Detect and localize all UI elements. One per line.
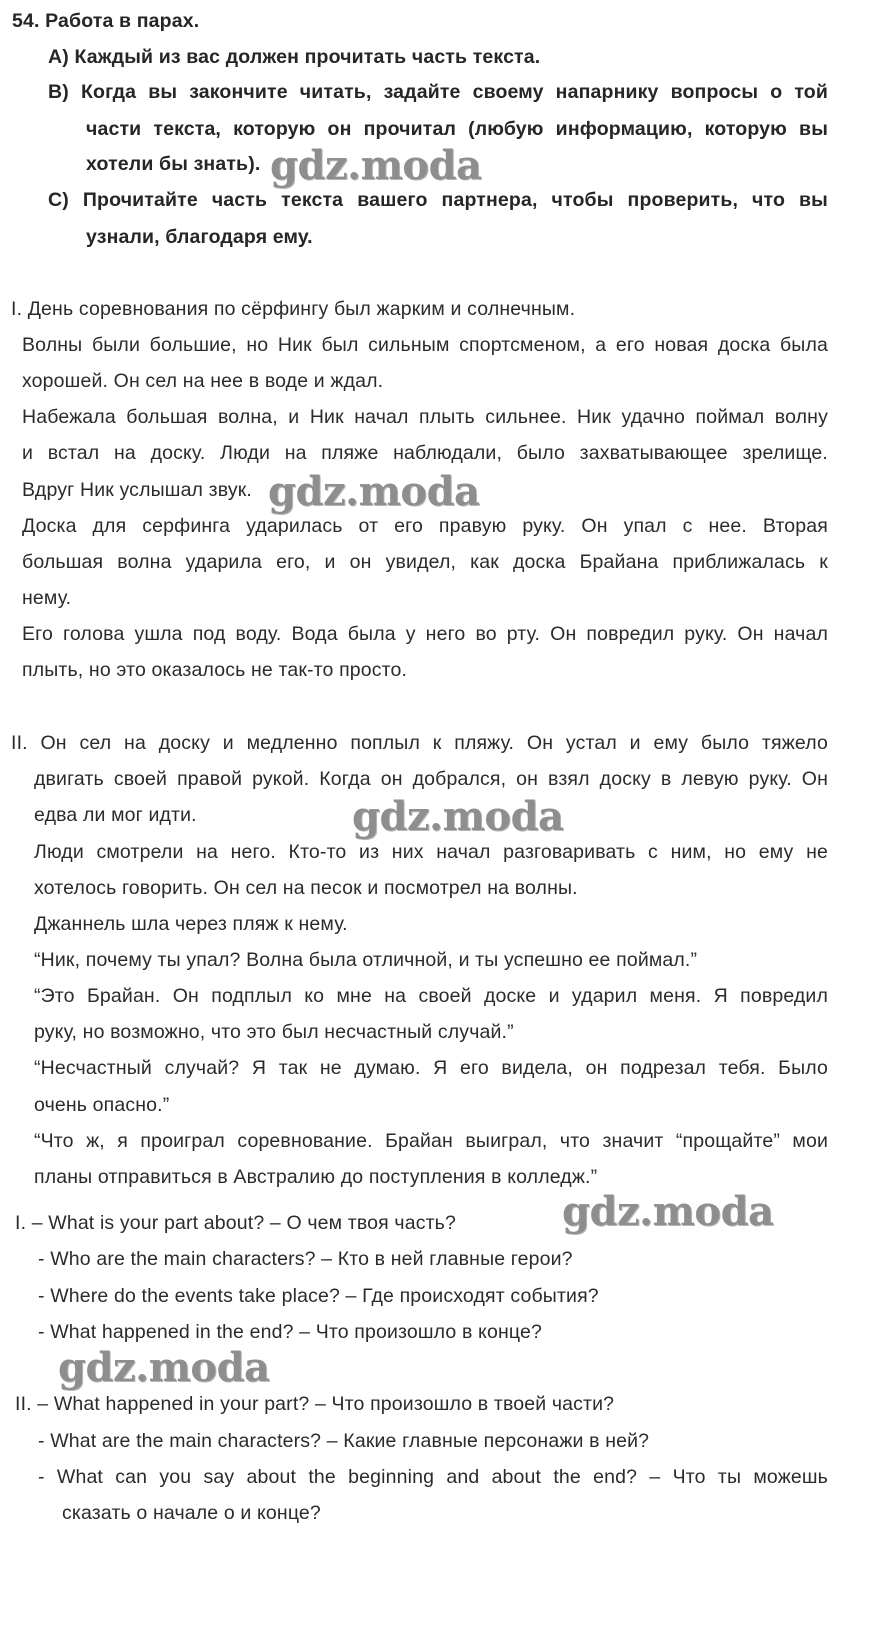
task-item-b-line2: части текста, которую он прочитал (любую информацию, которую вы bbox=[86, 118, 828, 140]
part2-line: едва ли мог идти. bbox=[34, 804, 197, 826]
task-item-c-line2: узнали, благодаря ему. bbox=[86, 226, 313, 248]
part1-line: большая волна ударила его, и он увидел, как доска Брайана приближалась к bbox=[22, 551, 828, 573]
questions2-line: сказать о начале о и конце? bbox=[62, 1502, 321, 1524]
task-item-b-line1: B) Когда вы закончите читать, задайте своему напарнику вопросы о той bbox=[48, 81, 828, 103]
questions1-line: - Who are the main characters? – Кто в ней главные герои? bbox=[38, 1248, 573, 1270]
part2-line: руку, но возможно, что это был несчастный случай.” bbox=[34, 1021, 514, 1043]
watermark: gdz.moda bbox=[268, 468, 480, 515]
part2-line: “Что ж, я проиграл соревнование. Брайан выиграл, что значит “прощайте” мои bbox=[34, 1130, 828, 1152]
part2-line: “Это Брайан. Он подплыл ко мне на своей доске и ударил меня. Я повредил bbox=[34, 985, 828, 1007]
part1-line: Вдруг Ник услышал звук. bbox=[22, 479, 252, 501]
part1-line: Его голова ушла под воду. Вода была у него во рту. Он повредил руку. Он начал bbox=[22, 623, 828, 645]
part2-line: планы отправиться в Австралию до поступления в колледж.” bbox=[34, 1166, 598, 1188]
part2-line: Джаннель шла через пляж к нему. bbox=[34, 913, 348, 935]
questions1-line: I. – What is your part about? – О чем твоя часть? bbox=[15, 1212, 456, 1234]
task-item-a: A) Каждый из вас должен прочитать часть текста. bbox=[48, 46, 541, 68]
part2-line: II. Он сел на доску и медленно поплыл к пляжу. Он устал и ему было тяжело bbox=[11, 732, 828, 754]
part1-line: плыть, но это оказалось не так-то просто. bbox=[22, 659, 408, 681]
part1-line: Доска для серфинга ударилась от его правую руку. Он упал с нее. Вторая bbox=[22, 515, 828, 537]
questions1-line: - Where do the events take place? – Где происходят события? bbox=[38, 1285, 599, 1307]
part2-line: хотелось говорить. Он сел на песок и посмотрел на волны. bbox=[34, 877, 578, 899]
questions2-line: II. – What happened in your part? – Что произошло в твоей части? bbox=[15, 1393, 615, 1415]
part1-line: Волны были большие, но Ник был сильным спортсменом, а его новая доска была bbox=[22, 334, 828, 356]
questions2-line: - What are the main characters? – Какие главные персонажи в ней? bbox=[38, 1430, 650, 1452]
part1-line: Набежала большая волна, и Ник начал плыть сильнее. Ник удачно поймал волну bbox=[22, 406, 828, 428]
watermark: gdz.moda bbox=[352, 793, 564, 840]
part2-line: “Ник, почему ты упал? Волна была отличной, и ты успешно ее поймал.” bbox=[34, 949, 698, 971]
part2-line: двигать своей правой рукой. Когда он добрался, он взял доску в левую руку. Он bbox=[34, 768, 828, 790]
watermark: gdz.moda bbox=[562, 1188, 774, 1235]
questions2-line: - What can you say about the beginning and about the end? – Что ты можешь bbox=[38, 1466, 828, 1488]
watermark: gdz.moda bbox=[270, 142, 482, 189]
part1-line: нему. bbox=[22, 587, 72, 609]
part2-line: “Несчастный случай? Я так не думаю. Я его видела, он подрезал тебя. Было bbox=[34, 1057, 828, 1079]
watermark: gdz.moda bbox=[58, 1344, 270, 1391]
part1-line: хорошей. Он сел на нее в воде и ждал. bbox=[22, 370, 384, 392]
part1-line: I. День соревнования по сёрфингу был жарким и солнечным. bbox=[11, 298, 576, 320]
part2-line: Люди смотрели на него. Кто-то из них начал разговаривать с ним, но ему не bbox=[34, 841, 828, 863]
part1-line: и встал на доску. Люди на пляже наблюдали, было захватывающее зрелище. bbox=[22, 442, 828, 464]
part2-line: очень опасно.” bbox=[34, 1094, 170, 1116]
questions1-line: - What happened in the end? – Что произошло в конце? bbox=[38, 1321, 542, 1343]
task-item-b-line3: хотели бы знать). bbox=[86, 153, 261, 175]
task-item-c-line1: C) Прочитайте часть текста вашего партнера, чтобы проверить, что вы bbox=[48, 189, 828, 211]
task-title: 54. Работа в парах. bbox=[12, 10, 200, 32]
